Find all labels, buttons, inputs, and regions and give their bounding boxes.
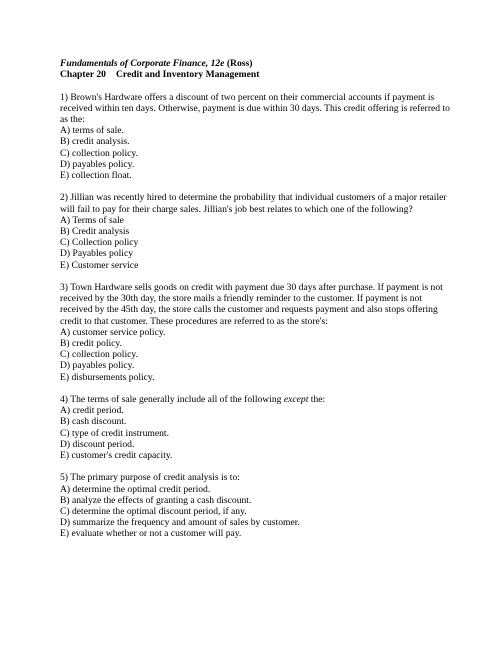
choice-e: E) collection float.	[60, 170, 132, 182]
question-2	[60, 192, 452, 270]
choice-a: A) terms of sale.	[60, 125, 124, 137]
choice-b: B) credit policy.	[60, 338, 122, 350]
stem-text-end: the:	[308, 394, 326, 406]
choice-d: D) discount period.	[60, 438, 135, 450]
choice-e: E) disbursements policy.	[60, 371, 155, 383]
stem-emphasis: except	[283, 394, 309, 406]
choice-a: A) Terms of sale	[60, 214, 124, 226]
choice-b: B) analyze the effects of granting a cash discount.	[60, 494, 252, 506]
choice-a: A) determine the optimal credit period.	[60, 483, 211, 495]
question-stem: 2) Jillian was recently hired to determine the probability that individual customers of a major retailer will fail to pay for their charge sales. Jillian's job best relates to which one of the following?	[60, 192, 447, 215]
choice-d: D) payables policy.	[60, 158, 135, 170]
document-page	[60, 58, 452, 540]
book-header	[60, 58, 452, 69]
choice-a: A) customer service policy.	[60, 326, 166, 338]
choice-c: C) determine the optimal discount period, if any.	[60, 506, 247, 518]
chapter-label: Chapter 20	[60, 69, 106, 81]
question-stem: 1) Brown's Hardware offers a discount of two percent on their commercial accounts if payment is received within ten days. Otherwise, payment is due within 30 days. This credit offering is referred to as the:	[60, 91, 450, 125]
book-title: Fundamentals of Corporate Finance, 12e	[60, 58, 225, 69]
question-stem	[60, 394, 452, 405]
choice-b: B) cash discount.	[60, 416, 127, 428]
choice-d: D) summarize the frequency and amount of sales by customer.	[60, 517, 300, 529]
choice-c: C) Collection policy	[60, 237, 139, 249]
chapter-heading	[60, 69, 452, 80]
question-stem: 5) The primary purpose of credit analysis is to:	[60, 472, 240, 484]
choice-a: A) credit period.	[60, 405, 124, 417]
chapter-name: Credit and Inventory Management	[115, 69, 260, 81]
choice-c: C) type of credit instrument.	[60, 427, 169, 439]
choice-c: C) collection policy.	[60, 349, 138, 361]
question-5	[60, 472, 452, 539]
choice-e: E) evaluate whether or not a customer will pay.	[60, 528, 242, 540]
choice-c: C) collection policy.	[60, 147, 138, 159]
choice-e: E) customer's credit capacity.	[60, 450, 173, 462]
question-1	[60, 92, 452, 182]
choice-e: E) Customer service	[60, 259, 139, 271]
book-author: (Ross)	[226, 58, 253, 69]
choice-b: B) Credit analysis	[60, 226, 130, 238]
question-4	[60, 394, 452, 461]
stem-text: 4) The terms of sale generally include all of the following	[60, 394, 284, 406]
choice-b: B) credit analysis.	[60, 136, 130, 148]
question-stem: 3) Town Hardware sells goods on credit with payment due 30 days after purchase. If payment is not received by the 30th day, the store mails a friendly reminder to the customer. If payment is not received by the 45th day, the store calls the customer and requests payment and also stops offering credit to that customer. These procedures are referred to as the store's:	[60, 282, 443, 327]
choice-d: D) payables policy.	[60, 360, 135, 372]
choice-d: D) Payables policy	[60, 248, 134, 260]
question-3	[60, 282, 452, 383]
